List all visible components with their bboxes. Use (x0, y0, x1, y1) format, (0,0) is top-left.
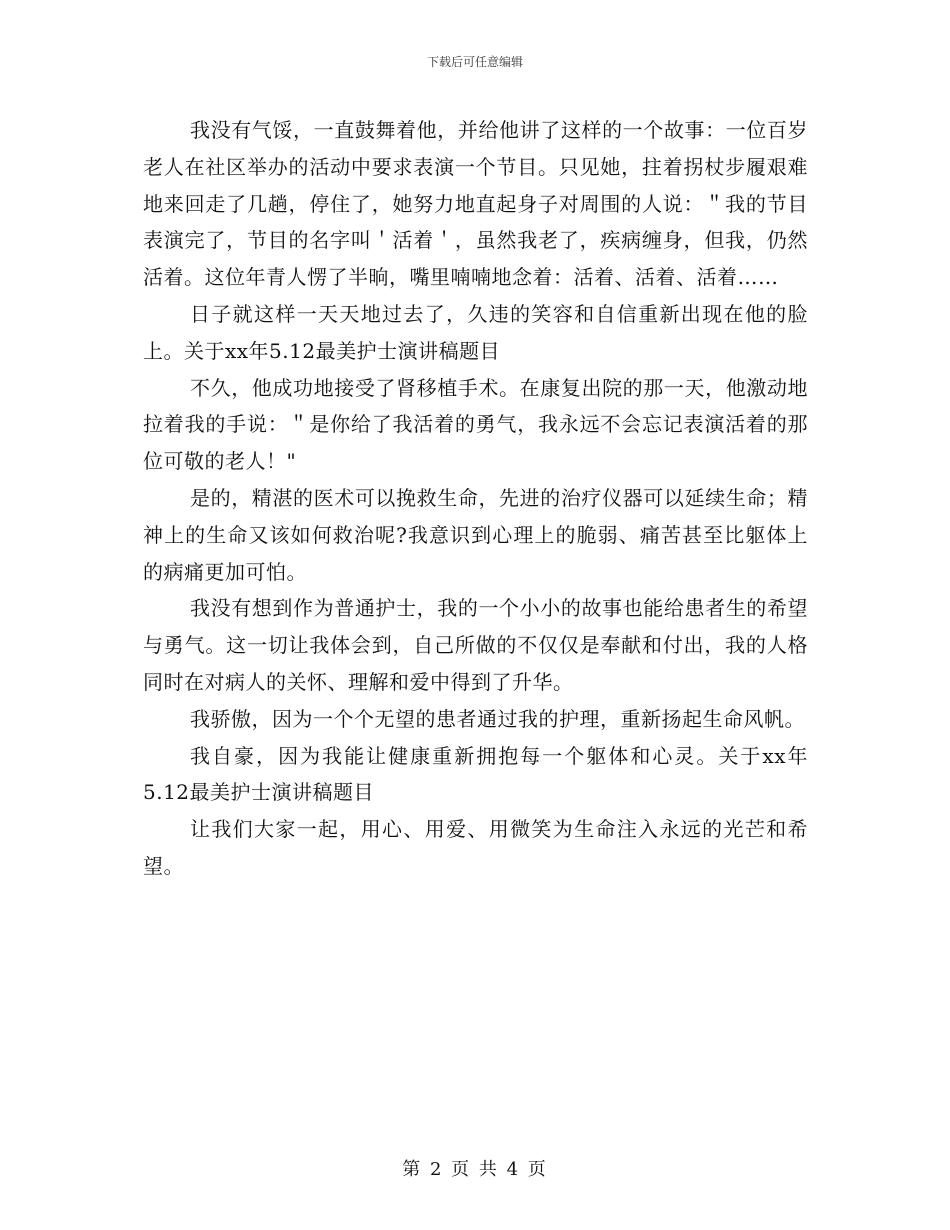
paragraph: 不久，他成功地接受了肾移植手术。在康复出院的那一天，他激动地拉着我的手说：＂是你给了我活着的勇气，我永远不会忘记表演活着的那位可敬的老人！" (143, 375, 808, 474)
paragraph: 让我们大家一起，用心、用爱、用微笑为生命注入永远的光芒和希望。 (143, 817, 808, 878)
paragraph: 是的，精湛的医术可以挽救生命，先进的治疗仪器可以延续生命；精神上的生命又该如何救治呢?我意识到心理上的脆弱、痛苦甚至比躯体上的病痛更加可怕。 (143, 485, 808, 584)
document-body (143, 112, 808, 885)
paragraph: 我自豪，因为我能让健康重新拥抱每一个躯体和心灵。关于xx年5.12最美护士演讲稿题目 (143, 743, 808, 805)
paragraph: 我没有想到作为普通护士，我的一个小小的故事也能给患者生的希望与勇气。这一切让我体会到，自己所做的不仅仅是奉献和付出，我的人格同时在对病人的关怀、理解和爱中得到了升华。 (143, 596, 808, 694)
paragraph: 我没有气馁，一直鼓舞着他，并给他讲了这样的一个故事：一位百岁老人在社区举办的活动中要求表演一个节目。只见她，拄着拐杖步履艰难地来回走了几趟，停住了，她努力地直起身子对周围的人说：＂我的节目表演完了，节目的名字叫＇活着＇，虽然我老了，疾病缠身，但我，仍然活着。这位年青人愣了半晌，嘴里喃喃地念着：活着、活着、活着…… (143, 118, 808, 290)
page-header-note: 下载后可任意编辑 (426, 55, 523, 69)
page-number: 第 2 页 共 4 页 (402, 1159, 548, 1180)
paragraph: 日子就这样一天天地过去了，久违的笑容和自信重新出现在他的脸上。关于xx年5.12最美护士演讲稿题目 (143, 301, 808, 363)
paragraph: 我骄傲，因为一个个无望的患者通过我的护理，重新扬起生命风帆。 (190, 706, 805, 731)
